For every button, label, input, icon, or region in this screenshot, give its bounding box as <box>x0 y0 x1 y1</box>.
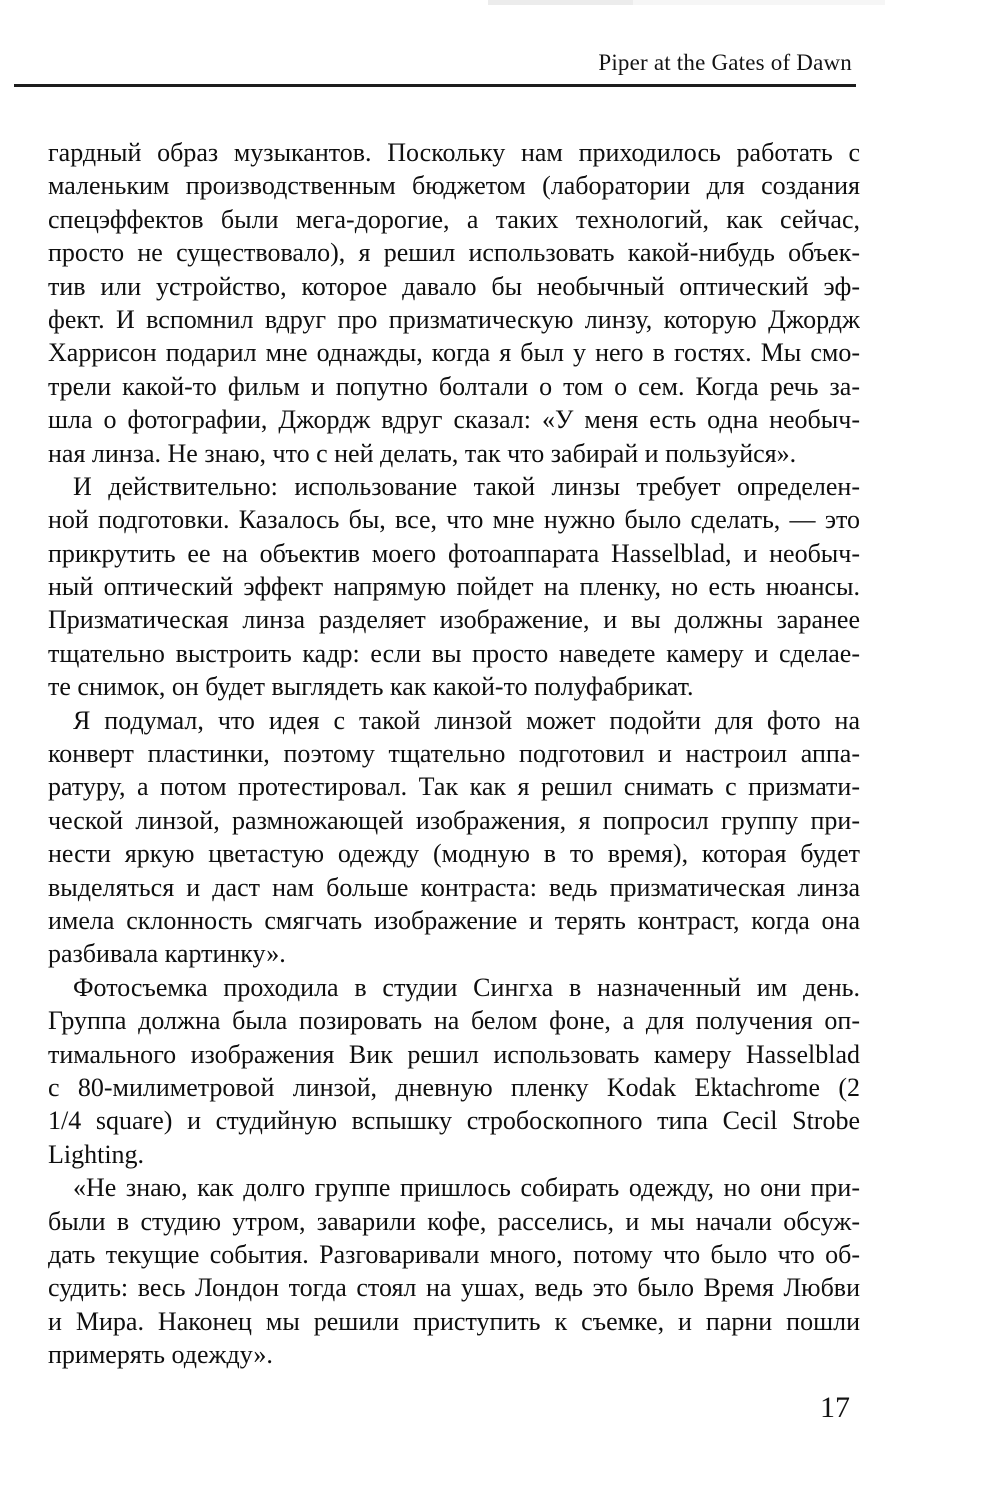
text-line: дать текущие события. Разговаривали много, потому что было что об- <box>48 1239 860 1269</box>
text-line: ной подготовки. Казалось бы, все, что мне нужно было сделать, — это <box>48 505 860 535</box>
text-line: примерять одежду». <box>48 1340 273 1370</box>
text-line: нести яркую цветастую одежду (модную в то время), которая будет <box>48 839 860 869</box>
text-line: ратуру, а потом протестировал. Так как я решил снимать с призмати- <box>48 772 860 802</box>
text-line: Lighting. <box>48 1139 145 1169</box>
text-line: Я подумал, что идея с такой линзой может подойти для фото на <box>73 705 860 735</box>
text-line: Призматическая линза разделяет изображение, и вы должны заранее <box>48 605 860 635</box>
text-line: Группа должна была позировать на белом фоне, а для получения оп- <box>48 1006 860 1036</box>
scan-artifact-strip <box>488 0 633 5</box>
page-number: 17 <box>820 1391 850 1424</box>
text-line: прикрутить ее на объектив моего фотоаппарата Hasselblad, и необыч- <box>48 538 860 568</box>
text-line: тимального изображения Вик решил использовать камеру Hasselblad <box>48 1039 860 1069</box>
text-line: гардный образ музыкантов. Поскольку нам приходилось работать с <box>48 138 860 167</box>
text-line: трели какой-то фильм и попутно болтали о том о сем. Когда речь за- <box>48 371 860 401</box>
text-line: Харрисон подарил мне однажды, когда я был у него в гостях. Мы смо- <box>48 338 860 368</box>
text-line: судить: весь Лондон тогда стоял на ушах, ведь это было Время Любви <box>48 1273 860 1303</box>
text-line: разбивала картинку». <box>48 939 286 969</box>
text-line: и Мира. Наконец мы решили приступить к съемке, и парни пошли <box>48 1306 860 1336</box>
text-line: спецэффектов были мега-дорогие, а таких технологий, как сейчас, <box>48 204 860 234</box>
running-header-title: Piper at the Gates of Dawn <box>598 50 852 75</box>
text-line: те снимок, он будет выглядеть как какой-то полуфабрикат. <box>48 672 694 702</box>
text-line: ный оптический эффект напрямую пойдет на пленку, но есть нюансы. <box>48 572 860 602</box>
text-line: просто не существовало), я решил использовать какой-нибудь объек- <box>48 238 860 268</box>
text-line: Фотосъемка проходила в студии Сингха в назначенный им день. <box>73 972 860 1002</box>
text-line: имела склонность смягчать изображение и терять контраст, когда она <box>48 905 860 935</box>
text-line: были в студию утром, заварили кофе, расселись, и мы начали обсуж- <box>48 1206 860 1236</box>
text-line: с 80-милиметровой линзой, дневную пленку Kodak Ektachrome (2 <box>48 1072 860 1102</box>
text-line: 1/4 square) и студийную вспышку стробоскопного типа Cecil Strobe <box>48 1106 860 1136</box>
text-line: ная линза. Не знаю, что с ней делать, так что забирай и пользуйся». <box>48 438 797 468</box>
text-line: фект. И вспомнил вдруг про призматическую линзу, которую Джордж <box>48 304 860 334</box>
scan-artifact-strip <box>633 0 885 5</box>
header-rule <box>14 84 856 87</box>
text-line: тщательно выстроить кадр: если вы просто наведете камеру и сделае- <box>48 638 860 668</box>
text-line: тив или устройство, которое давало бы необычный оптический эф- <box>48 271 860 301</box>
text-line: выделяться и даст нам больше контраста: ведь призматическая линза <box>48 872 860 902</box>
text-line: ческой линзой, размножающей изображения, я попросил группу при- <box>48 805 860 835</box>
text-line: шла о фотографии, Джордж вдруг сказал: «У меня есть одна необыч- <box>48 405 860 435</box>
text-line: конверт пластинки, поэтому тщательно подготовил и настроил аппа- <box>48 739 860 769</box>
text-line: И действительно: использование такой линзы требует определен- <box>73 471 860 501</box>
text-line: «Не знаю, как долго группе пришлось собирать одежду, но они при- <box>73 1173 860 1203</box>
text-line: маленьким производственным бюджетом (лаборатории для создания <box>48 171 860 201</box>
page-body-text <box>48 136 860 1371</box>
